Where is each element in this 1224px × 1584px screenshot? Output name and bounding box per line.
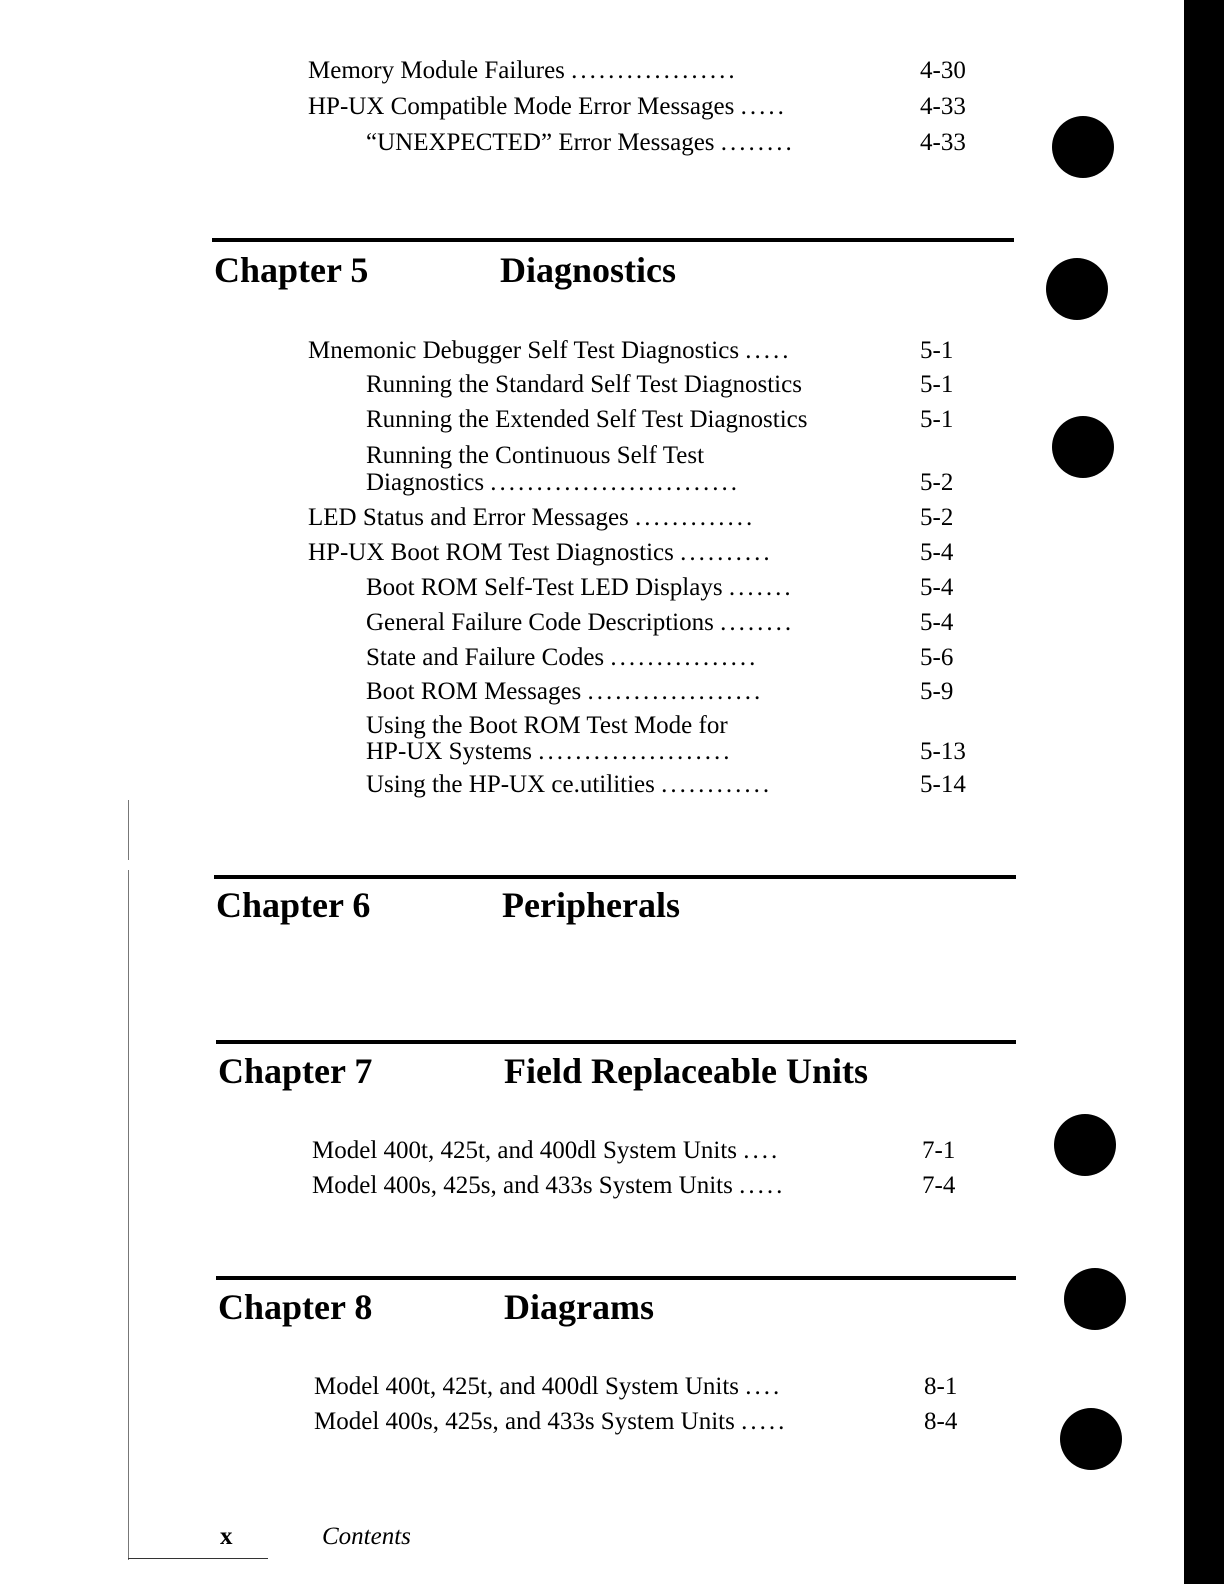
punch-hole xyxy=(1052,416,1114,478)
punch-hole xyxy=(1060,1408,1122,1470)
punch-hole xyxy=(1064,1268,1126,1330)
footer-rule xyxy=(128,1558,268,1559)
margin-line xyxy=(128,870,129,1560)
chapter-rule xyxy=(216,1276,1016,1280)
punch-hole xyxy=(1046,258,1108,320)
page-number: x xyxy=(220,1523,233,1550)
punch-hole xyxy=(1052,116,1114,178)
footer-title: Contents xyxy=(322,1523,411,1550)
chapter-rule xyxy=(214,875,1016,879)
punch-hole xyxy=(1054,1114,1116,1176)
chapter-rule xyxy=(216,1040,1016,1044)
chapter-rule xyxy=(212,238,1014,242)
scan-edge-bar-upper xyxy=(1190,70,1224,600)
margin-line xyxy=(128,800,129,860)
